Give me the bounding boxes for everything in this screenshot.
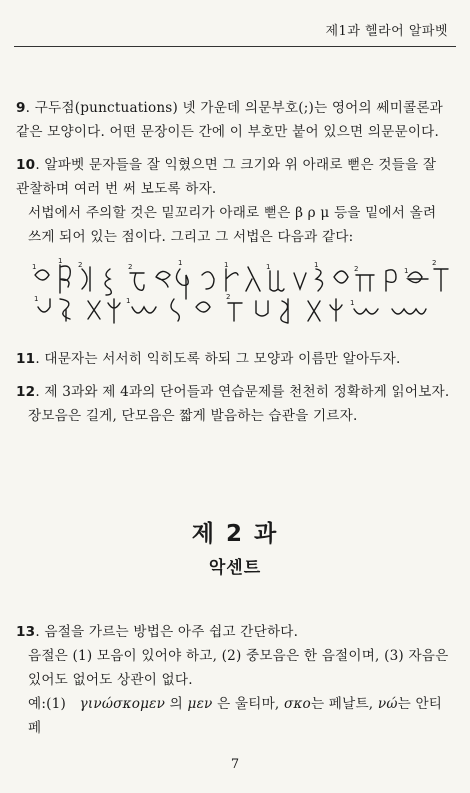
paragraph-text: . 음절을 가르는 방법은 아주 쉽고 간단하다. xyxy=(35,624,299,640)
svg-text:2: 2 xyxy=(128,263,133,271)
svg-text:1: 1 xyxy=(178,259,183,267)
paragraph-13-example xyxy=(16,692,454,740)
svg-text:2: 2 xyxy=(354,265,359,273)
chapter-title: 제 2 과 xyxy=(191,521,279,547)
example-text: 의 xyxy=(169,696,183,712)
paragraph-10-continued: 서법에서 주의할 것은 밑꼬리가 아래로 뻗은 β ρ μ 등을 밑에서 올려 쓰게 되어 있는 점이다. 그리고 그 서법은 다음과 같다: xyxy=(28,205,437,245)
svg-text:1: 1 xyxy=(32,263,37,271)
running-header: 제1과 헬라어 알파벳 xyxy=(325,24,448,39)
paragraph-text: . 구두점(punctuations) 넷 가운데 의문부호(;)는 영어의 쎄미콜론과 같은 모양이다. 어떤 문장이든 간에 이 부호만 붙어 있으면 의문문이다. xyxy=(16,100,444,140)
svg-text:2: 2 xyxy=(78,261,83,269)
svg-text:1: 1 xyxy=(314,261,319,269)
paragraph-10 xyxy=(16,153,454,201)
paragraph-number: 13 xyxy=(16,624,36,640)
svg-text:1: 1 xyxy=(404,267,409,275)
paragraph-12 xyxy=(16,380,454,404)
example-text: 는 페날트, xyxy=(310,696,374,712)
paragraph-text: . 대문자는 서서히 익히도록 하되 그 모양과 이름만 알아두자. xyxy=(35,351,401,367)
svg-text:1: 1 xyxy=(126,297,131,305)
paragraph-number: 10 xyxy=(16,157,36,173)
paragraph-text: . 알파벳 문자들을 잘 익혔으면 그 크기와 위 아래로 뻗은 것들을 잘 관찰하며 여러 번 써 보도록 하자. xyxy=(16,157,437,197)
paragraph-number: 9 xyxy=(16,100,26,116)
example-text: 은 울티마, xyxy=(217,696,280,712)
paragraph-13 xyxy=(16,620,454,644)
paragraph-9 xyxy=(16,96,454,144)
svg-text:2: 2 xyxy=(432,259,437,267)
example-label: 예:(1) xyxy=(28,696,66,712)
paragraph-13-continued: 음절은 (1) 모음이 있어야 하고, (2) 중모음은 한 음절이며, (3) 자음은 있어도 없어도 상관이 없다. xyxy=(28,648,449,688)
header-rule xyxy=(14,46,456,47)
svg-text:1: 1 xyxy=(34,295,39,303)
greek-handwriting-illustration xyxy=(30,255,450,327)
paragraph-number: 12 xyxy=(16,384,36,400)
greek-word: γινώσκομεν xyxy=(79,696,166,712)
svg-text:1: 1 xyxy=(58,257,63,265)
greek-syllable: μεν xyxy=(187,696,213,712)
paragraph-12-continued: 장모음은 길게, 단모음은 짧게 발음하는 습관을 기르자. xyxy=(28,408,358,424)
greek-syllable: σκο xyxy=(283,696,311,712)
paragraph-text: . 제 3과와 제 4과의 단어들과 연습문제를 천천히 정확하게 읽어보자. xyxy=(35,384,450,400)
page-number: 7 xyxy=(230,757,240,772)
paragraph-11 xyxy=(16,347,454,371)
svg-text:1: 1 xyxy=(350,299,355,307)
greek-syllable: νώ xyxy=(377,696,398,712)
example-text: 는 안티페 xyxy=(28,696,443,736)
svg-text:1: 1 xyxy=(224,261,229,269)
svg-text:1: 1 xyxy=(266,263,271,271)
chapter-subtitle: 악센트 xyxy=(208,558,262,578)
svg-text:2: 2 xyxy=(226,293,231,301)
paragraph-number: 11 xyxy=(16,351,36,367)
